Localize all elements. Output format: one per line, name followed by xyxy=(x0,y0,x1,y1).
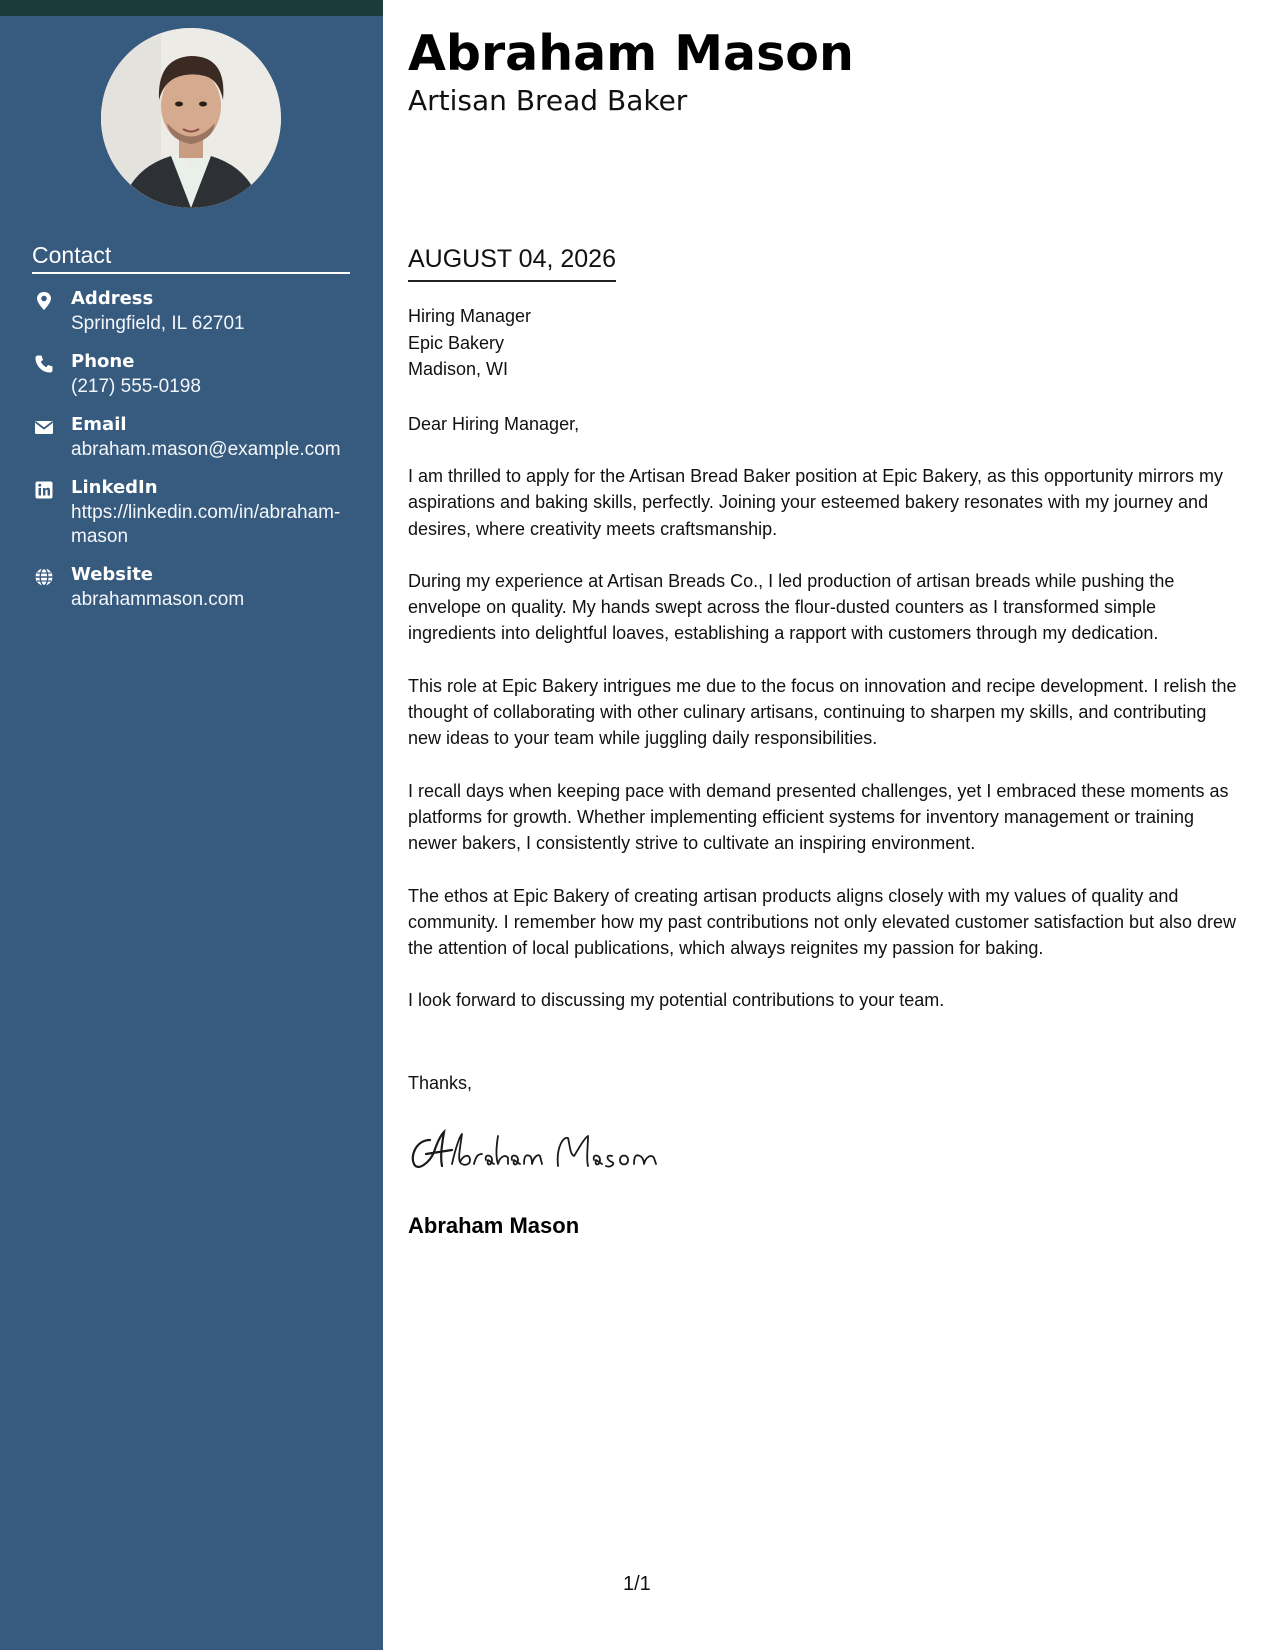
contact-label-email: Email xyxy=(71,414,127,435)
closing: Thanks, xyxy=(408,1073,473,1093)
phone-icon xyxy=(34,354,54,374)
letter-date: AUGUST 04, 2026 xyxy=(408,244,616,282)
recipient-block xyxy=(408,303,531,383)
body-paragraph: The ethos at Epic Bakery of creating artisan products aligns closely with my values of quality and community. I remember how my past contributions not only elevated customer satisfaction but also drew the attention of local publications, which always reignites my passion for baking. xyxy=(408,885,1237,959)
profile-photo xyxy=(101,28,281,208)
linkedin-icon xyxy=(34,480,54,500)
contact-value-phone: (217) 555-0198 xyxy=(71,376,201,397)
contact-heading: Contact xyxy=(32,242,350,274)
contact-label-website: Website xyxy=(71,564,154,585)
contact-value-linkedin[interactable]: https://linkedin.com/in/abraham-mason xyxy=(71,502,341,547)
salutation: Dear Hiring Manager, xyxy=(408,414,580,434)
contact-value-email[interactable]: abraham.mason@example.com xyxy=(71,439,341,460)
body-paragraph: This role at Epic Bakery intrigues me due to the focus on innovation and recipe development. I relish the thought of collaborating with other culinary artisans, continuing to sharpen my skills, and contributing new ideas to your team while juggling daily responsibilities. xyxy=(408,675,1237,749)
recipient-line: Epic Bakery xyxy=(408,332,505,353)
avatar xyxy=(101,28,281,208)
applicant-name: Abraham Mason xyxy=(408,25,854,82)
body-paragraph: I recall days when keeping pace with demand presented challenges, yet I embraced these moments as platforms for growth. Whether implementing efficient systems for inventory management or training newer bakers, I consistently strive to cultivate an inspiring environment. xyxy=(408,780,1229,854)
page-number: 1/1 xyxy=(623,1573,651,1595)
map-pin-icon xyxy=(34,291,54,311)
body-paragraph: During my experience at Artisan Breads Co., I led production of artisan breads while pushing the envelope on quality. My hands swept across the flour-dusted counters as I transformed simple ingredients into delightful loaves, establishing a rapport with customers through my dedication. xyxy=(408,570,1175,644)
signed-name: Abraham Mason xyxy=(408,1213,580,1238)
contact-value-address: Springfield, IL 62701 xyxy=(71,313,245,334)
letter-body xyxy=(408,463,1243,1040)
handwritten-signature xyxy=(408,1126,670,1174)
envelope-icon xyxy=(34,417,54,437)
sidebar xyxy=(0,0,383,1650)
contact-label-phone: Phone xyxy=(71,351,135,372)
contact-label-address: Address xyxy=(71,288,154,309)
sidebar-top-bar xyxy=(0,0,383,16)
contact-value-website[interactable]: abrahammason.com xyxy=(71,589,245,610)
applicant-title: Artisan Bread Baker xyxy=(408,84,688,117)
contact-label-linkedin: LinkedIn xyxy=(71,477,158,498)
globe-icon xyxy=(34,567,54,587)
recipient-line: Hiring Manager xyxy=(408,306,532,326)
recipient-line: Madison, WI xyxy=(408,359,509,379)
body-paragraph: I am thrilled to apply for the Artisan Bread Baker position at Epic Bakery, as this opportunity mirrors my aspirations and baking skills, perfectly. Joining your esteemed bakery resonates with my journey and desires, where creativity meets craftsmanship. xyxy=(408,466,1224,539)
body-paragraph: I look forward to discussing my potential contributions to your team. xyxy=(408,990,945,1011)
